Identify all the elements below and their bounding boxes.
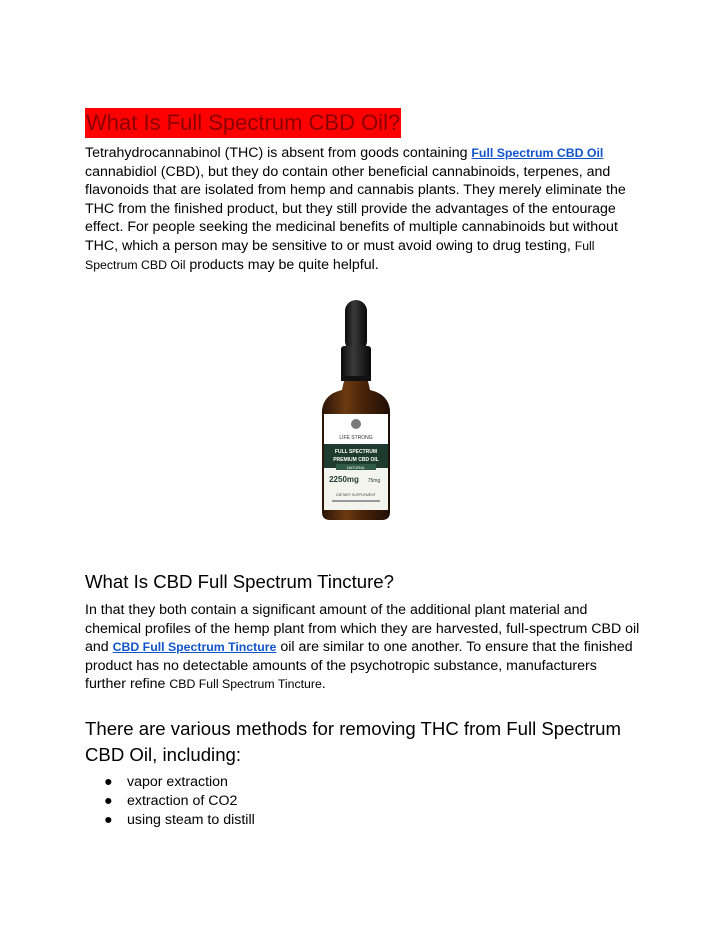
list-item <box>85 811 255 830</box>
label-serving: 75mg <box>367 478 381 484</box>
section2-text-mid: oil are similar to one another. To ensure that the finished product has no detectable amounts of the psychotropic substance, manufacturers further refine <box>85 639 633 693</box>
list-item-label: vapor extraction <box>127 774 228 790</box>
section2-small-text: CBD Full Spectrum Tincture <box>169 677 322 692</box>
list-item <box>85 773 255 792</box>
brand-logo <box>351 419 361 429</box>
label-line-6: DIETARY SUPPLEMENT <box>336 493 376 497</box>
section1-text-end: products may be quite helpful. <box>185 256 379 273</box>
thc-removal-methods-list <box>85 773 255 830</box>
section3-heading: There are various methods for removing THC from Full Spectrum CBD Oil, including: <box>85 718 621 765</box>
section1-heading: What Is Full Spectrum CBD Oil? <box>85 108 401 138</box>
label-strength: 2250mg <box>329 475 359 484</box>
section1-text-mid: cannabidiol (CBD), but they do contain other beneficial cannabinoids, terpenes, and flavonoids that are isolated from hemp and cannabis plants. They merely eliminate the THC from the finished product, but they still provide the advantages of the entourage effect. For people seeking the medicinal benefits of multiple cannabinoids but without THC, which a person may be sensitive to or must avoid owing to drug testing, <box>85 163 626 254</box>
section2-text-start: In that they both contain a significant amount of the additional plant material and chemical profiles of the hemp plant from which they are harvested, full-spectrum CBD oil and <box>85 602 640 656</box>
section-full-spectrum-oil <box>85 108 640 274</box>
list-item-label: extraction of CO2 <box>127 793 238 809</box>
list-item <box>85 792 255 811</box>
cbd-dropper-bottle-image <box>312 298 400 526</box>
bullet-icon: ● <box>104 774 113 790</box>
section2-paragraph <box>85 601 640 694</box>
section2-heading: What Is CBD Full Spectrum Tincture? <box>85 571 394 592</box>
bullet-icon: ● <box>104 793 113 809</box>
dropper-cap <box>341 346 371 380</box>
section1-text-start: Tetrahydrocannabinol (THC) is absent from goods containing <box>85 145 472 161</box>
section2-text-end: . <box>321 676 326 693</box>
section1-small-text: Full Spectrum CBD Oil <box>85 238 595 272</box>
dropper-bulb <box>345 300 367 352</box>
label-brand: LIFE STRONG <box>339 435 373 441</box>
section1-paragraph <box>85 144 640 274</box>
bullet-icon: ● <box>104 812 113 828</box>
label-line-1: FULL SPECTRUM <box>334 449 378 455</box>
list-item-label: using steam to distill <box>127 812 255 828</box>
full-spectrum-cbd-oil-link[interactable]: Full Spectrum CBD Oil <box>471 146 604 160</box>
label-line-2: PREMIUM CBD OIL <box>333 457 379 463</box>
label-line-3: NATURAL <box>346 465 366 470</box>
bottle-illustration <box>312 298 400 526</box>
cbd-full-spectrum-tincture-link[interactable]: CBD Full Spectrum Tincture <box>112 640 277 655</box>
